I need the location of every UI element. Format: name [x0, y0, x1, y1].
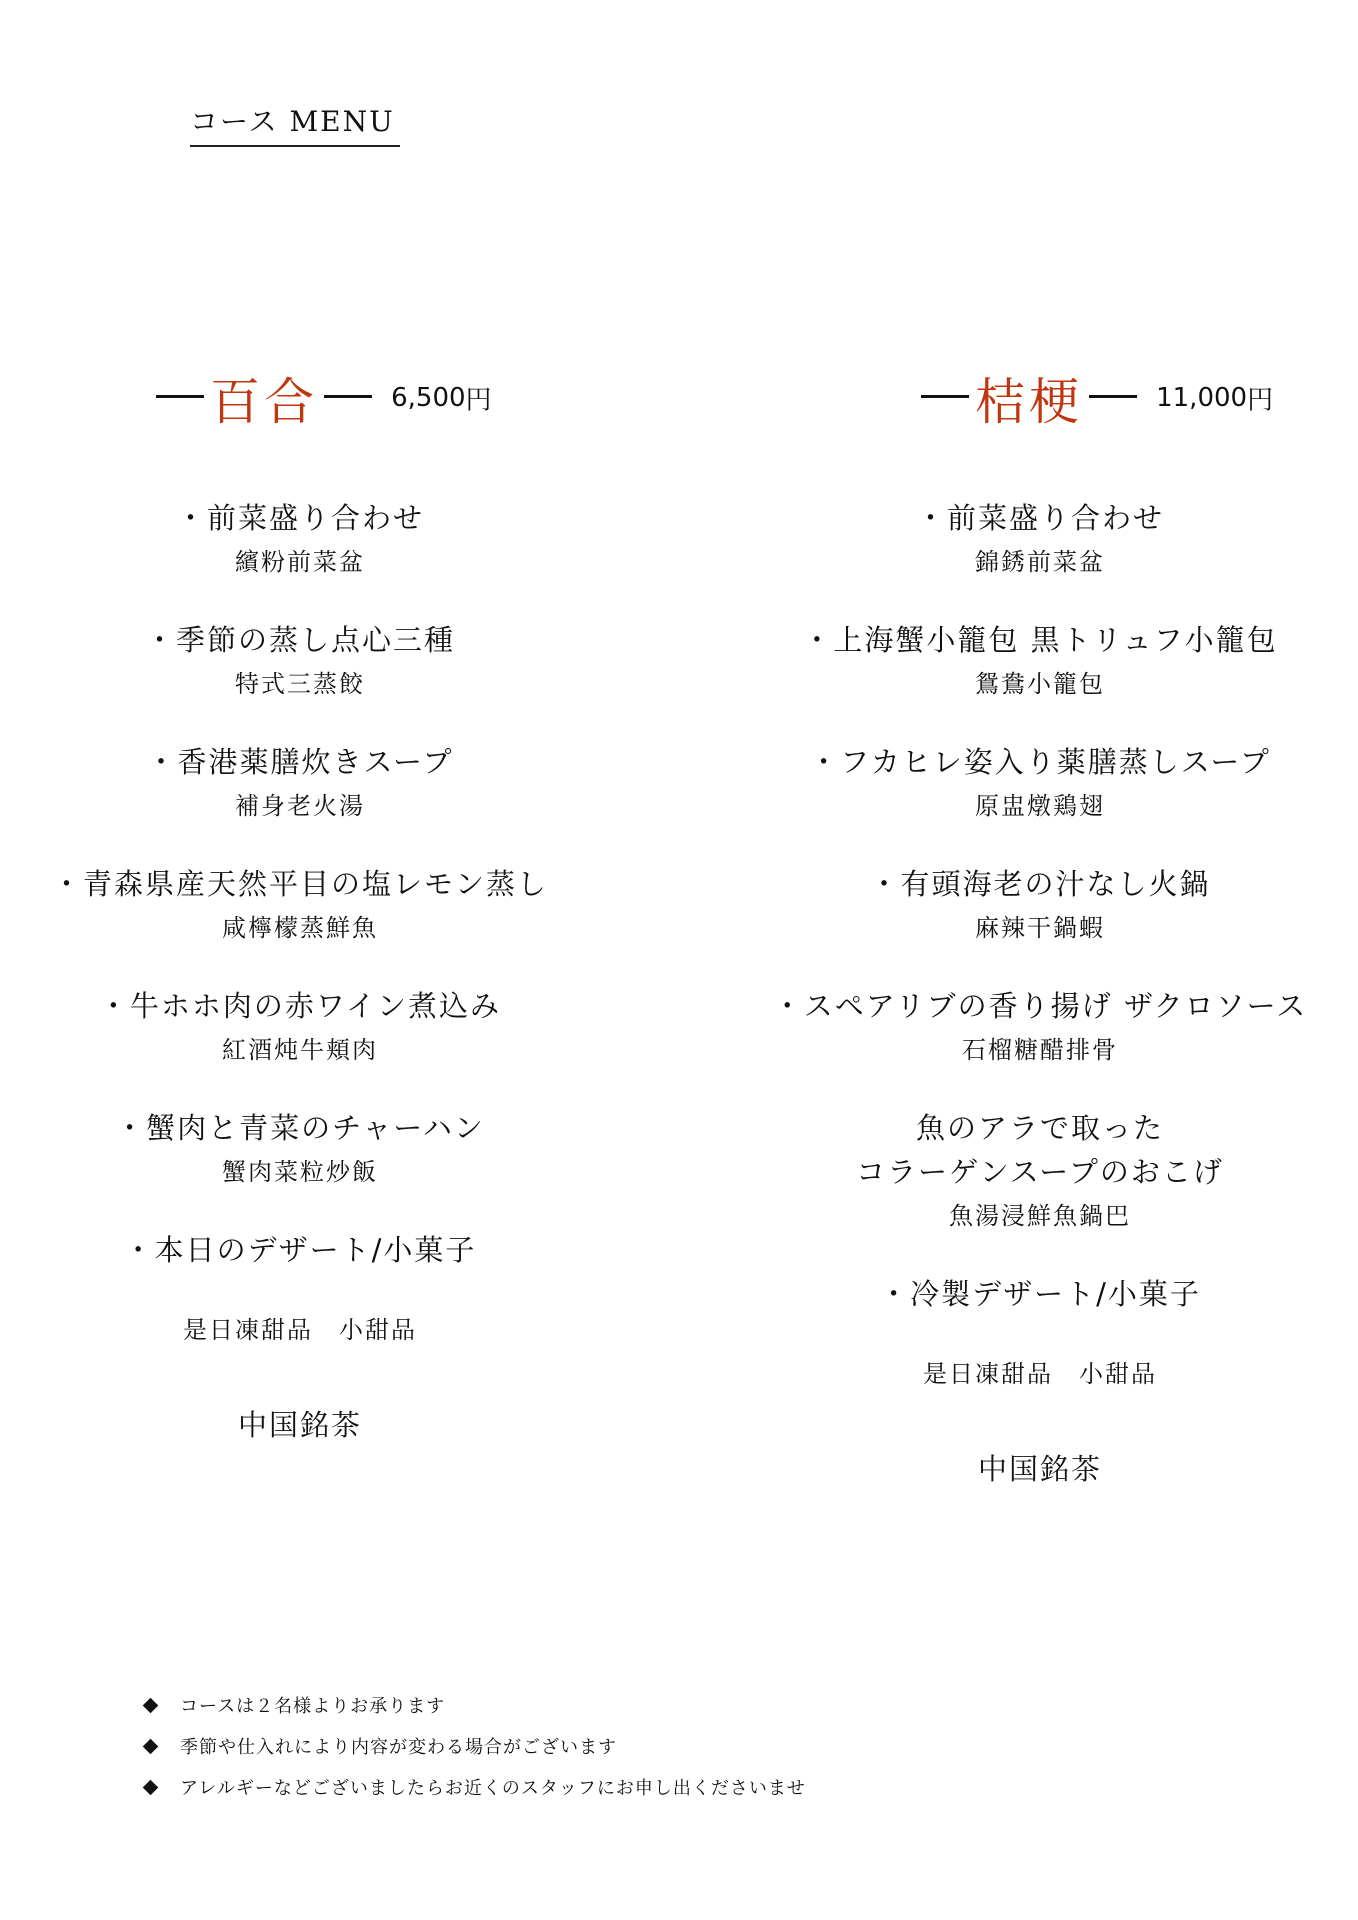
- dish-name-jp: ・スペアリブの香り揚げ ザクロソース: [772, 989, 1308, 1023]
- course-name: 桔梗: [975, 373, 1083, 431]
- course-title-kikyo: [915, 362, 1273, 434]
- diamond-bullet-icon: [143, 1698, 159, 1714]
- menu-item: [740, 620, 1340, 702]
- menu-item: [0, 1108, 600, 1190]
- dish-name-cn: 麻辣干鍋蝦: [975, 914, 1105, 942]
- dish-name-jp: ・季節の蒸し点心三種: [144, 623, 455, 657]
- course-menu-yuri: [0, 498, 600, 1484]
- menu-item: [0, 986, 600, 1068]
- dish-name-cn: 鴛鴦小籠包: [975, 670, 1105, 698]
- dish-name-cn: 補身老火湯: [235, 792, 365, 820]
- course-price: 11,000: [1156, 383, 1248, 413]
- dish-name-jp: ・牛ホホ肉の赤ワイン煮込み: [98, 989, 502, 1023]
- diamond-bullet-icon: [143, 1780, 159, 1796]
- menu-item: [740, 864, 1340, 946]
- menu-item: [740, 498, 1340, 580]
- page-title: [190, 100, 395, 140]
- dish-name-jp: ・フカヒレ姿入り薬膳蒸しスープ: [809, 745, 1271, 779]
- dish-name-jp: ・有頭海老の汁なし火鍋: [869, 867, 1211, 901]
- dessert-name-jp: ・冷製デザート/小菓子: [879, 1277, 1201, 1311]
- note-text: コースは２名様よりお承ります: [180, 1696, 446, 1717]
- dash-decoration: [324, 395, 372, 398]
- dish-name-cn: 繽粉前菜盆: [235, 548, 365, 576]
- dish-name-jp: ・上海蟹小籠包 黒トリュフ小籠包: [802, 623, 1278, 657]
- dish-name-cn: 蟹肉菜粒炒飯: [222, 1158, 378, 1186]
- note-text: 季節や仕入れにより内容が変わる場合がございます: [180, 1737, 617, 1758]
- menu-item: [0, 742, 600, 824]
- menu-item: [0, 864, 600, 946]
- tea-item: 中国銘茶: [977, 1452, 1102, 1486]
- notes-list: [145, 1695, 806, 1818]
- note-item: [145, 1695, 806, 1719]
- dish-name-jp: ・青森県産天然平目の塩レモン蒸し: [51, 867, 548, 901]
- dessert-item: [740, 1274, 1340, 1488]
- dish-name-cn: 特式三蒸餃: [235, 670, 365, 698]
- dessert-item: [0, 1230, 600, 1444]
- menu-item: [0, 498, 600, 580]
- dish-name-cn: 石榴糖醋排骨: [962, 1036, 1118, 1064]
- course-name: 百合: [210, 373, 318, 431]
- note-text: アレルギーなどございましたらお近くのスタッフにお申し出くださいませ: [180, 1778, 806, 1799]
- dash-decoration: [1089, 395, 1137, 398]
- menu-item: [740, 1108, 1340, 1234]
- menu-item: [740, 986, 1340, 1068]
- menu-item: [0, 620, 600, 702]
- dessert-name-cn: 是日凍甜品 小甜品: [923, 1360, 1157, 1388]
- course-title-yuri: [150, 362, 492, 434]
- dish-name-cn: 原盅燉鶏翅: [975, 792, 1105, 820]
- currency-label: 円: [465, 385, 492, 416]
- dish-name-cn: 紅酒炖牛頬肉: [222, 1036, 378, 1064]
- tea-item: 中国銘茶: [237, 1408, 362, 1442]
- dash-decoration: [921, 395, 969, 398]
- dish-name-jp: 魚のアラで取った: [915, 1111, 1164, 1145]
- note-item: [145, 1777, 806, 1801]
- title-underline: [190, 145, 400, 147]
- dish-name-jp: ・蟹肉と青菜のチャーハン: [115, 1111, 485, 1145]
- currency-label: 円: [1247, 385, 1274, 416]
- dessert-name-jp: ・本日のデザート/小菓子: [123, 1233, 477, 1267]
- menu-item: [740, 742, 1340, 824]
- course-menu-kikyo: [740, 498, 1340, 1528]
- dessert-name-cn: 是日凍甜品 小甜品: [183, 1316, 417, 1344]
- dish-name-jp-line2: コラーゲンスープのおこげ: [856, 1155, 1224, 1189]
- course-price: 6,500: [391, 383, 466, 413]
- diamond-bullet-icon: [143, 1739, 159, 1755]
- dish-name-cn: 錦銹前菜盆: [975, 548, 1105, 576]
- dish-name-jp: ・前菜盛り合わせ: [915, 501, 1164, 535]
- dish-name-jp: ・前菜盛り合わせ: [175, 501, 424, 535]
- dish-name-cn: 咸檸檬蒸鮮魚: [222, 914, 378, 942]
- dash-decoration: [156, 395, 204, 398]
- dish-name-cn: 魚湯浸鮮魚鍋巴: [949, 1202, 1131, 1230]
- page-title-text: コース MENU: [190, 105, 395, 138]
- dish-name-jp: ・香港薬膳炊きスープ: [146, 745, 454, 779]
- note-item: [145, 1736, 806, 1760]
